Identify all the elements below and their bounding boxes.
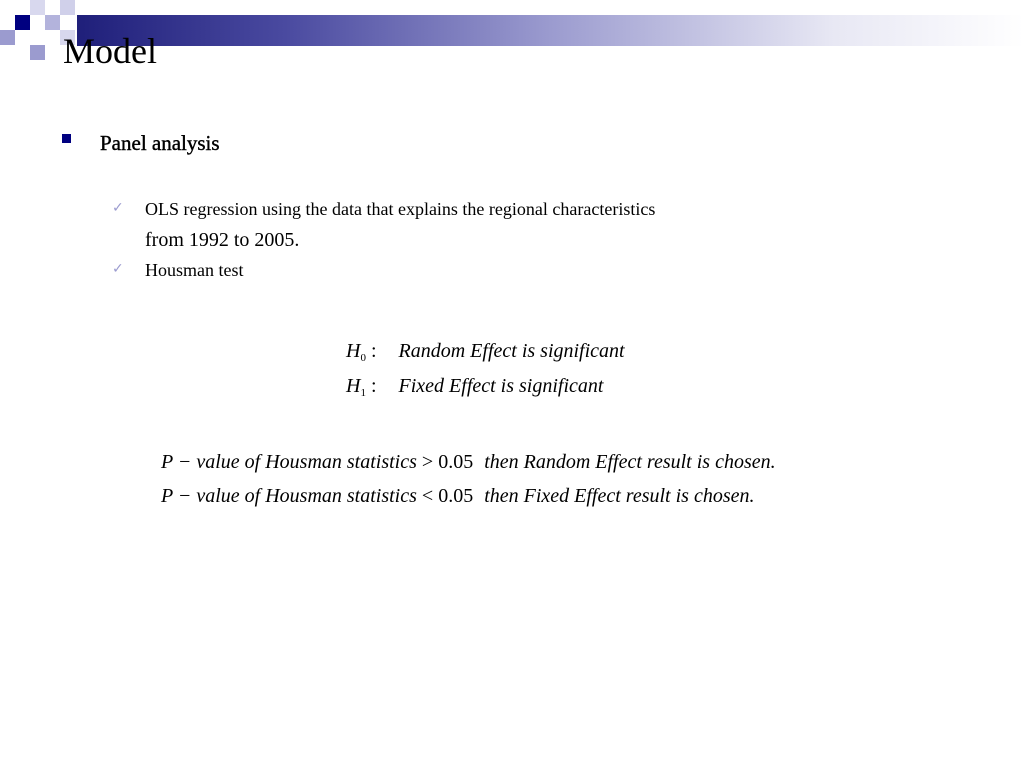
rule-operator: < <box>421 485 434 507</box>
page-title: Model <box>63 31 157 71</box>
hypothesis-h0 <box>346 340 625 364</box>
hypothesis-symbol: H <box>346 340 361 362</box>
hypothesis-symbol: H <box>346 375 361 397</box>
hypothesis-colon: : <box>370 375 377 397</box>
deco-square <box>0 30 15 45</box>
hypothesis-statement: Fixed Effect is significant <box>398 375 604 397</box>
check-icon: ✓ <box>112 200 124 216</box>
rule-threshold: 0.05 <box>438 485 474 507</box>
hypothesis-colon: : <box>370 340 377 362</box>
deco-square <box>45 15 60 30</box>
square-bullet-icon <box>62 134 71 143</box>
bullet-text: Panel analysis <box>100 131 220 155</box>
subbullet-continuation: from 1992 to 2005. <box>145 229 300 251</box>
deco-square <box>15 15 30 30</box>
rule-operator: > <box>421 451 434 473</box>
bullet-panel-analysis <box>62 131 220 155</box>
hypothesis-statement: Random Effect is significant <box>398 340 625 362</box>
rule-rhs: then Fixed Effect result is chosen. <box>484 485 755 507</box>
hypothesis-h1 <box>346 375 603 399</box>
deco-square <box>60 0 75 15</box>
check-icon: ✓ <box>112 261 124 277</box>
subbullet-text: OLS regression using the data that explains the regional characteristics <box>145 199 656 219</box>
decision-rule-fixed <box>161 485 754 508</box>
deco-square <box>30 0 45 15</box>
rule-lhs: P − value of Housman statistics <box>161 485 417 507</box>
title-gradient-bar <box>77 15 1024 46</box>
deco-square <box>30 45 45 60</box>
hypothesis-subscript: 0 <box>360 352 366 364</box>
hypothesis-subscript: 1 <box>360 387 366 399</box>
rule-threshold: 0.05 <box>438 451 474 473</box>
subbullet-text: Housman test <box>145 260 244 280</box>
rule-rhs: then Random Effect result is chosen. <box>484 451 776 473</box>
rule-lhs: P − value of Housman statistics <box>161 451 417 473</box>
decision-rule-random <box>161 451 776 474</box>
